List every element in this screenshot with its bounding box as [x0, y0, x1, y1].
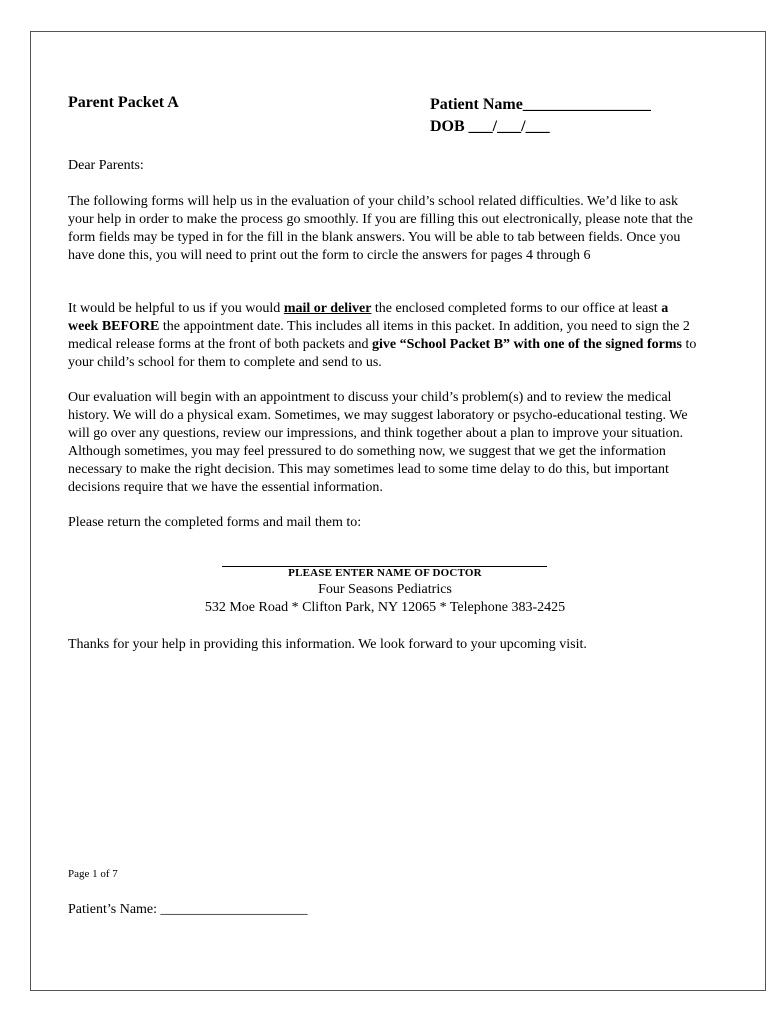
paragraph-thanks: Thanks for your help in providing this information. We look forward to your upcoming visit.	[68, 637, 587, 652]
p2-text-e: the appointment date. This includes all items in this packet. In addition, you need to sign the 2 medical release forms at the front of both packets and	[68, 319, 690, 352]
p2-text-c: the enclosed completed forms to our office at least	[371, 301, 662, 316]
p2-mail-or-deliver: mail or deliver	[283, 301, 372, 316]
practice-address: 532 Moe Road * Clifton Park, NY 12065 * Telephone 383-2425	[204, 600, 566, 615]
paragraph-delivery-instructions	[68, 300, 698, 372]
doctor-name-label: PLEASE ENTER NAME OF DOCTOR	[288, 567, 482, 579]
p2-a-week-before: a week BEFORE	[68, 301, 669, 334]
p2-text-a: It would be helpful to us if you would	[68, 301, 284, 316]
paragraph-return-instructions: Please return the completed forms and mail them to:	[68, 515, 362, 530]
page-frame	[30, 31, 766, 991]
document-title: Parent Packet A	[68, 94, 179, 111]
p2-text-g: to your child’s school for them to complete and send to us.	[68, 337, 697, 370]
patient-name-field[interactable]: Patient Name________________	[430, 96, 651, 113]
paragraph-evaluation-process: Our evaluation will begin with an appointment to discuss your child’s problem(s) and to review the medical history. We will do a physical exam. Sometimes, we may suggest laboratory or psycho-educational testing. We will go over any questions, review our impressions, and think together about a plan to improve your situation. Although sometimes, you may feel pressured to do something now, we suggest that we get the information necessary to make the right decision. This may sometimes lead to some time delay to do this, but important decisions require that we have the essential information.	[68, 390, 688, 495]
p2-school-packet-b: give “School Packet B” with one of the signed forms	[372, 337, 682, 352]
salutation: Dear Parents:	[68, 158, 144, 173]
patient-info-block	[430, 94, 651, 138]
page-number: Page 1 of 7	[68, 868, 118, 880]
footer-patient-name-field[interactable]: Patient’s Name: _____________________	[68, 902, 308, 917]
practice-name: Four Seasons Pediatrics	[318, 582, 452, 597]
paragraph-forms-intro: The following forms will help us in the evaluation of your child’s school related difficulties. We’d like to ask your help in order to make the process go smoothly. If you are filling this out electronically, please note that the form fields may be typed in for the fill in the blank answers. You will be able to tab between fields. Once you have done this, you will need to print out the form to circle the answers for pages 4 through 6	[68, 194, 693, 263]
dob-field[interactable]: DOB ___/___/___	[430, 118, 550, 135]
